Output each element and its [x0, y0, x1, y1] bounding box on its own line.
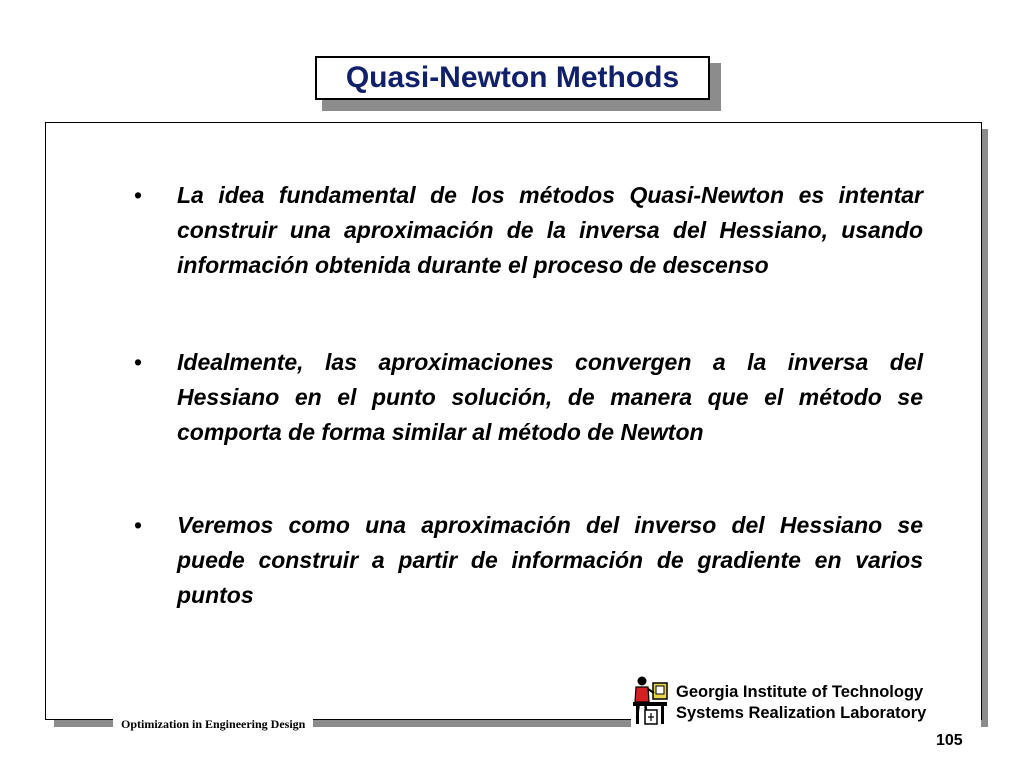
bullet-item [130, 178, 923, 283]
bullet-item [130, 508, 923, 613]
organization-name [676, 682, 926, 724]
slide-title: Quasi-Newton Methods [345, 61, 680, 94]
bullet-text: Idealmente, las aproximaciones convergen a la inversa del Hessiano en el punto solución, de manera que el método se comporta de forma similar al método de Newton [177, 349, 923, 445]
title-box [315, 56, 710, 100]
footer-course-box [113, 714, 313, 734]
bullet-text: La idea fundamental de los métodos Quasi-Newton es intentar construir una aproximación de la inversa del Hessiano, usando información obtenida durante el proceso de descenso [177, 182, 923, 278]
organization-line-2: Systems Realization Laboratory [676, 704, 927, 722]
bullet-marker: • [134, 182, 143, 208]
bullet-marker: • [134, 512, 143, 538]
bullet-marker: • [134, 349, 143, 375]
page-number: 105 [936, 732, 963, 749]
footer-course-label: Optimization in Engineering Design [121, 716, 306, 731]
bullet-list [130, 178, 923, 613]
lab-logo-icon [631, 674, 673, 728]
bullet-item [130, 345, 923, 450]
bullet-text: Veremos como una aproximación del inverso del Hessiano se puede construir a partir de información de gradiente en varios puntos [177, 512, 923, 608]
organization-line-1: Georgia Institute of Technology [676, 683, 924, 701]
